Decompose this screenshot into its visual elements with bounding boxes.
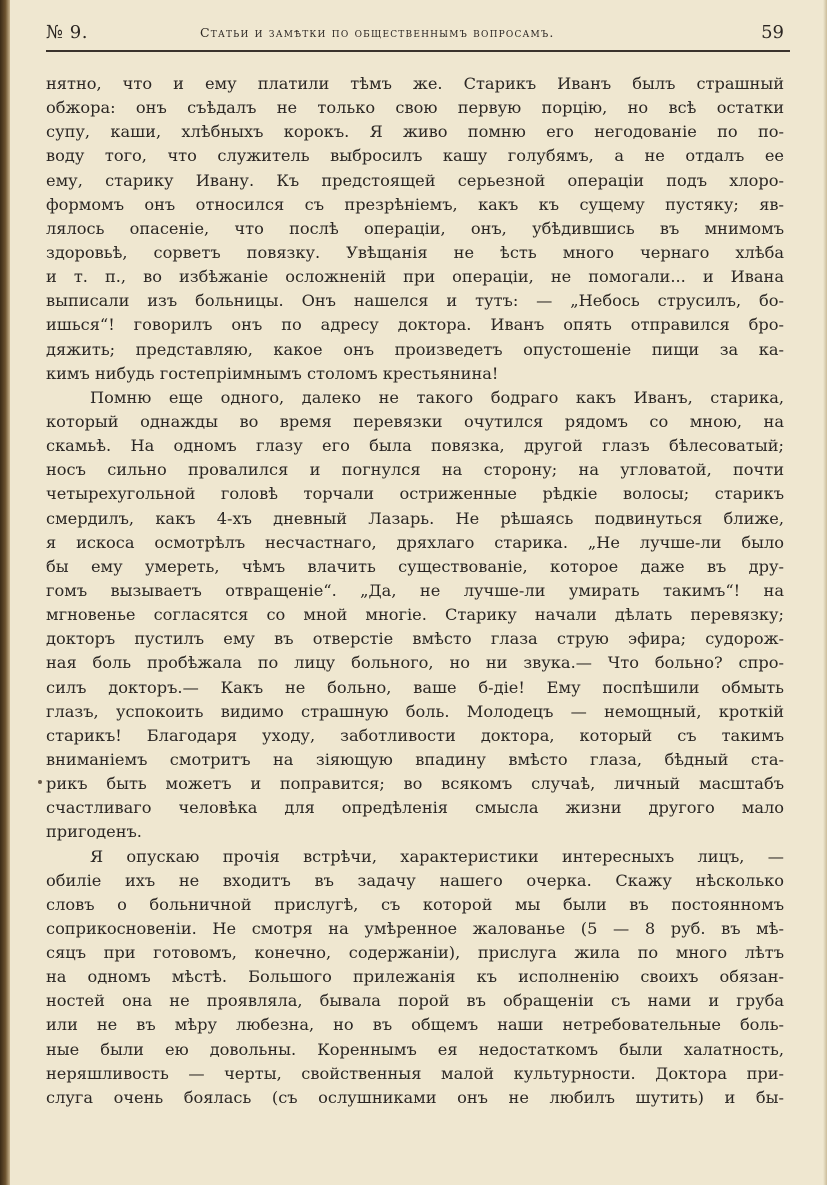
text-line-paragraph-start: Я опускаю прочія встрѣчи, характеристики интересныхъ лицъ, —: [90, 846, 784, 866]
text-line: неряшливость — черты, свойственныя малой культурности. Доктора при-: [46, 1063, 784, 1083]
text-line: или не въ мѣру любезна, но въ общемъ наши нетребовательные боль-: [46, 1015, 784, 1035]
text-line: скамьѣ. На одномъ глазу его была повязка, другой глазъ бѣлесоватый;: [46, 436, 784, 456]
text-line: смердилъ, какъ 4-хъ дневный Лазарь. Не рѣшаясь подвинуться ближе,: [46, 508, 784, 528]
text-line: формомъ онъ относился съ презрѣніемъ, какъ къ сущему пустяку; яв-: [46, 194, 784, 214]
print-speck: [38, 780, 42, 784]
text-line: я искоса осмотрѣлъ несчастнаго, дряхлаго старика. „Не лучше-ли было: [46, 532, 784, 552]
issue-number: № 9.: [46, 22, 88, 43]
text-line: нятно, что и ему платили тѣмъ же. Старикъ Иванъ былъ страшный: [46, 74, 784, 93]
text-line: на одномъ мѣстѣ. Большого прилежанія къ исполненію своихъ обязан-: [46, 967, 784, 987]
page-number: 59: [761, 22, 784, 43]
text-line: мгновенье согласятся со мной многіе. Старику начали дѣлать перевязку;: [46, 605, 784, 625]
text-line-paragraph-end: кимъ нибудь гостепріимнымъ столомъ крестьянина!: [46, 363, 499, 383]
text-line: супу, каши, хлѣбныхъ корокъ. Я живо помню его негодованіе по по-: [46, 122, 784, 142]
text-line: ему, старику Ивану. Къ предстоящей серьезной операціи подъ хлоро-: [46, 170, 784, 190]
text-line: ностей она не проявляла, бывала порой въ обращеніи съ нами и груба: [46, 991, 784, 1011]
text-line: дяжить; представляю, какое онъ произведетъ опустошеніе пищи за ка-: [46, 339, 784, 359]
text-line: силъ докторъ.— Какъ не больно, ваше б-діе! Ему поспѣшили обмыть: [46, 677, 784, 697]
text-line: гомъ вызываетъ отвращеніе“. „Да, не лучше-ли умирать такимъ“! на: [46, 580, 784, 600]
book-spine: [0, 0, 10, 1185]
text-line: здоровьѣ, сорветъ повязку. Увѣщанія не ѣсть много чернаго хлѣба: [46, 242, 784, 262]
text-line: докторъ пустилъ ему въ отверстіе вмѣсто глаза струю эфира; судорож-: [46, 629, 784, 649]
text-line-paragraph-end: пригоденъ.: [46, 822, 142, 842]
text-line: старикъ! Благодаря уходу, заботливости доктора, который съ такимъ: [46, 725, 784, 745]
text-line: вниманіемъ смотритъ на зіяющую впадину вмѣсто глаза, бѣдный ста-: [46, 749, 784, 769]
header-rule: [46, 50, 790, 52]
text-line: обжора: онъ съѣдалъ не только свою первую порцію, но всѣ остатки: [46, 98, 784, 118]
text-line: счастливаго человѣка для опредѣленія смысла жизни другого мало: [46, 798, 784, 818]
text-line: сяцъ при готовомъ, конечно, содержаніи), прислуга жила по много лѣтъ: [46, 943, 784, 963]
text-line: словъ о больничной прислугѣ, съ которой мы были въ постоянномъ: [46, 894, 784, 914]
text-line: соприкосновеніи. Не смотря на умѣренное жалованье (5 — 8 руб. въ мѣ-: [46, 918, 784, 938]
text-line: рикъ быть можетъ и поправится; во всякомъ случаѣ, личный масштабъ: [46, 774, 784, 794]
text-line: ишься“! говорилъ онъ по адресу доктора. Иванъ опять отправился бро-: [46, 315, 784, 335]
text-line: который однажды во время перевязки очутился рядомъ со мною, на: [46, 411, 784, 431]
text-line: ная боль пробѣжала по лицу больного, но ни звука.— Что больно? спро-: [46, 653, 784, 673]
text-line: лялось опасеніе, что послѣ операціи, онъ, убѣдившись въ мнимомъ: [46, 218, 784, 238]
text-line-paragraph-start: Помню еще одного, далеко не такого бодраго какъ Иванъ, старика,: [90, 387, 784, 407]
running-header: [46, 20, 788, 46]
text-line: бы ему умереть, чѣмъ влачить существованіе, которое даже въ дру-: [46, 556, 784, 576]
text-line: обиліе ихъ не входитъ въ задачу нашего очерка. Скажу нѣсколько: [46, 870, 784, 890]
article-text: [46, 72, 784, 1110]
text-line: ные были ею довольны. Кореннымъ ея недостаткомъ были халатность,: [46, 1039, 784, 1059]
text-line: носъ сильно провалился и погнулся на сторону; на угловатой, почти: [46, 460, 784, 480]
text-line: глазъ, успокоить видимо страшную боль. Молодецъ — немощный, кроткій: [46, 701, 784, 721]
text-line: и т. п., во избѣжаніе осложненій при операціи, не помогали... и Ивана: [46, 267, 784, 287]
running-title: Статьи и замѣтки по общественнымъ вопросамъ.: [200, 25, 555, 40]
text-line: слуга очень боялась (съ ослушниками онъ не любилъ шутить) и бы-: [46, 1087, 784, 1107]
text-line: воду того, что служитель выбросилъ кашу голубямъ, а не отдалъ ее: [46, 146, 784, 166]
page-edge: [823, 0, 827, 1185]
text-line: четырехугольной головѣ торчали остриженные рѣдкіе волосы; старикъ: [46, 484, 784, 504]
text-line: выписали изъ больницы. Онъ нашелся и тутъ: — „Небось струсилъ, бо-: [46, 291, 784, 311]
